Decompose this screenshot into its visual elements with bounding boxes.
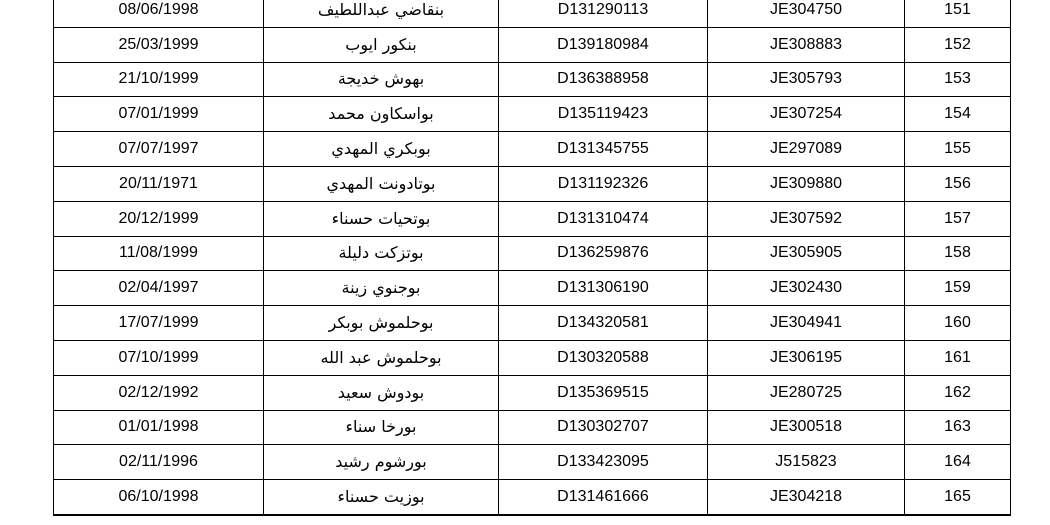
id-number-cell: D131461666: [499, 480, 708, 515]
registration-code-cell: JE306195: [708, 340, 905, 375]
id-number-cell: D131192326: [499, 166, 708, 201]
registration-code-cell: JE307592: [708, 201, 905, 236]
row-number-cell: 164: [905, 445, 1011, 480]
registration-code-cell: JE305905: [708, 236, 905, 271]
birth-date-cell: 07/07/1997: [54, 132, 264, 167]
table-row: [54, 62, 1011, 97]
id-number-cell: D133423095: [499, 445, 708, 480]
id-number-cell: D139180984: [499, 27, 708, 62]
birth-date-cell: 20/12/1999: [54, 201, 264, 236]
row-number-cell: 152: [905, 27, 1011, 62]
birth-date-cell: 07/10/1999: [54, 340, 264, 375]
full-name-cell: بهوش خديجة: [264, 62, 499, 97]
registration-code-cell: JE304218: [708, 480, 905, 515]
row-number-cell: 154: [905, 97, 1011, 132]
id-number-cell: D131310474: [499, 201, 708, 236]
full-name-cell: بوتزكت دليلة: [264, 236, 499, 271]
full-name-cell: بوجنوي زينة: [264, 271, 499, 306]
registration-code-cell: JE309880: [708, 166, 905, 201]
birth-date-cell: 08/06/1998: [54, 0, 264, 27]
row-number-cell: 158: [905, 236, 1011, 271]
birth-date-cell: 01/01/1998: [54, 410, 264, 445]
full-name-cell: بوتحيات حسناء: [264, 201, 499, 236]
id-number-cell: D135119423: [499, 97, 708, 132]
id-number-cell: D136259876: [499, 236, 708, 271]
table-row: [54, 0, 1011, 27]
birth-date-cell: 02/12/1992: [54, 375, 264, 410]
full-name-cell: بوحلموش عبد الله: [264, 340, 499, 375]
registration-code-cell: JE300518: [708, 410, 905, 445]
id-number-cell: D136388958: [499, 62, 708, 97]
birth-date-cell: 21/10/1999: [54, 62, 264, 97]
row-number-cell: 163: [905, 410, 1011, 445]
registration-code-cell: JE308883: [708, 27, 905, 62]
full-name-cell: بنكور ايوب: [264, 27, 499, 62]
full-name-cell: بوزيت حسناء: [264, 480, 499, 515]
id-number-cell: D130302707: [499, 410, 708, 445]
registration-code-cell: JE307254: [708, 97, 905, 132]
birth-date-cell: 07/01/1999: [54, 97, 264, 132]
candidates-table: [53, 0, 1011, 516]
table-row: [54, 445, 1011, 480]
table-row: [54, 97, 1011, 132]
row-number-cell: 160: [905, 306, 1011, 341]
registration-code-cell: JE304750: [708, 0, 905, 27]
row-number-cell: 151: [905, 0, 1011, 27]
row-number-cell: 159: [905, 271, 1011, 306]
row-number-cell: 162: [905, 375, 1011, 410]
table-row: [54, 236, 1011, 271]
full-name-cell: بوبكري المهدي: [264, 132, 499, 167]
birth-date-cell: 06/10/1998: [54, 480, 264, 515]
row-number-cell: 157: [905, 201, 1011, 236]
registration-code-cell: J515823: [708, 445, 905, 480]
table-row: [54, 306, 1011, 341]
table-row: [54, 480, 1011, 515]
table-row: [54, 410, 1011, 445]
row-number-cell: 155: [905, 132, 1011, 167]
birth-date-cell: 02/04/1997: [54, 271, 264, 306]
id-number-cell: D134320581: [499, 306, 708, 341]
birth-date-cell: 11/08/1999: [54, 236, 264, 271]
table-row: [54, 166, 1011, 201]
birth-date-cell: 17/07/1999: [54, 306, 264, 341]
table-row: [54, 271, 1011, 306]
full-name-cell: بورخا سناء: [264, 410, 499, 445]
registration-code-cell: JE297089: [708, 132, 905, 167]
id-number-cell: D131306190: [499, 271, 708, 306]
table-row: [54, 340, 1011, 375]
row-number-cell: 161: [905, 340, 1011, 375]
id-number-cell: D131290113: [499, 0, 708, 27]
table-row: [54, 375, 1011, 410]
full-name-cell: بوحلموش بوبكر: [264, 306, 499, 341]
registration-code-cell: JE280725: [708, 375, 905, 410]
full-name-cell: بورشوم رشيد: [264, 445, 499, 480]
full-name-cell: بنقاضي عبداللطيف: [264, 0, 499, 27]
row-number-cell: 156: [905, 166, 1011, 201]
document-page: [53, 0, 1005, 516]
birth-date-cell: 20/11/1971: [54, 166, 264, 201]
table-row: [54, 201, 1011, 236]
row-number-cell: 165: [905, 480, 1011, 515]
full-name-cell: بواسكاون محمد: [264, 97, 499, 132]
table-row: [54, 132, 1011, 167]
id-number-cell: D131345755: [499, 132, 708, 167]
table-body: [54, 0, 1011, 515]
birth-date-cell: 25/03/1999: [54, 27, 264, 62]
full-name-cell: بودوش سعيد: [264, 375, 499, 410]
registration-code-cell: JE304941: [708, 306, 905, 341]
registration-code-cell: JE305793: [708, 62, 905, 97]
row-number-cell: 153: [905, 62, 1011, 97]
registration-code-cell: JE302430: [708, 271, 905, 306]
id-number-cell: D130320588: [499, 340, 708, 375]
table-row: [54, 27, 1011, 62]
id-number-cell: D135369515: [499, 375, 708, 410]
birth-date-cell: 02/11/1996: [54, 445, 264, 480]
full-name-cell: بوتادونت المهدي: [264, 166, 499, 201]
